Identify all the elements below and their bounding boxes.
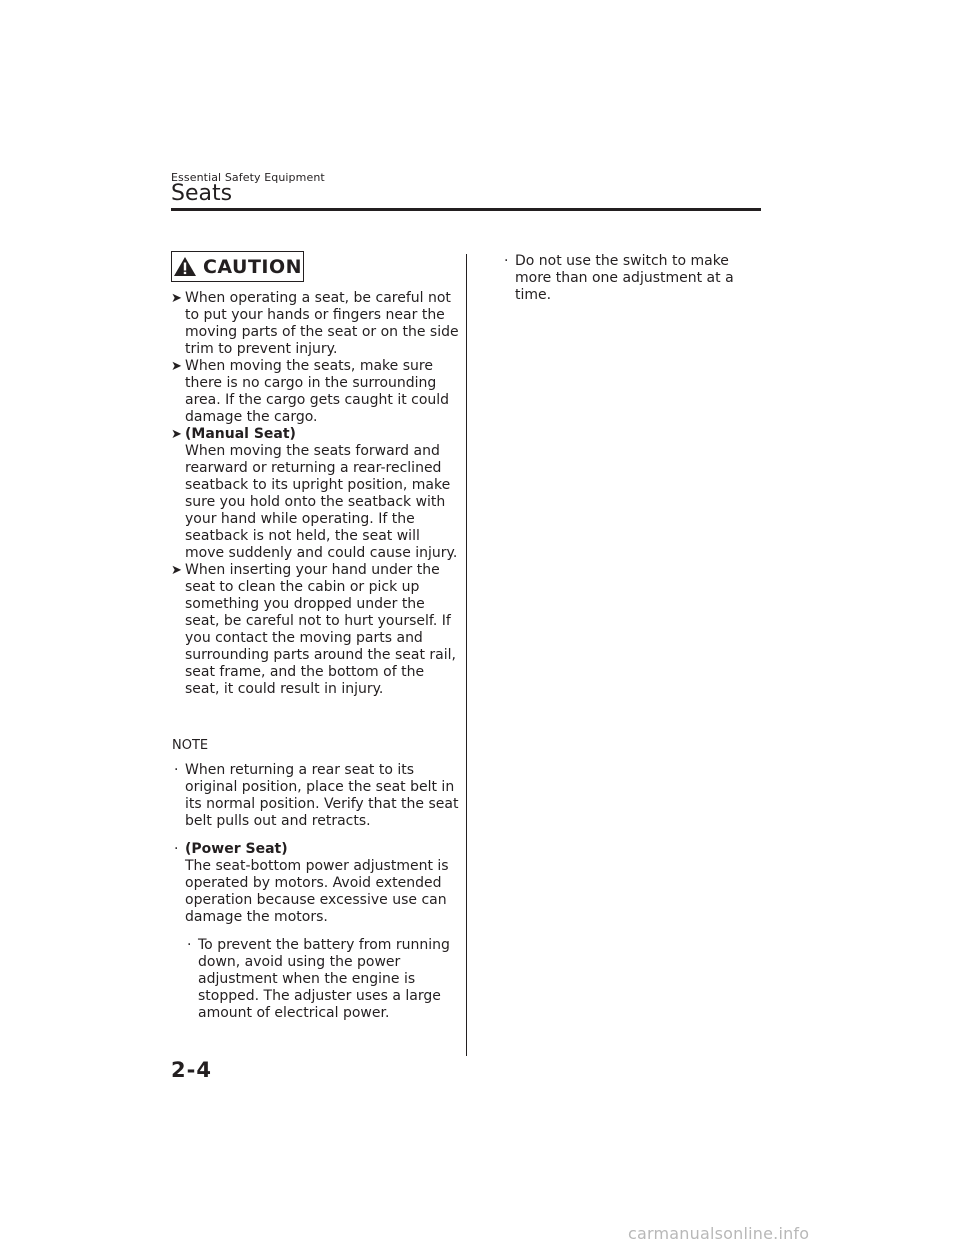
watermark: carmanualsonline.info — [628, 1224, 810, 1243]
section-label: Essential Safety Equipment — [171, 171, 325, 184]
arrow-bullet-icon: ➤ — [171, 359, 182, 374]
note-item-text: The seat-bottom power adjustment is operated by motors. Avoid extended operation because excessive use can damage the motors. — [185, 858, 449, 925]
note-sub-item — [185, 937, 462, 1022]
caution-box — [171, 251, 304, 282]
arrow-bullet-icon: ➤ — [171, 563, 182, 578]
note-sub-list — [185, 937, 462, 1022]
note-sub-item-text: Do not use the switch to make more than one adjustment at a time. — [515, 253, 734, 303]
caution-item-text: When inserting your hand under the seat to clean the cabin or pick up something you dropped under the seat, be careful not to hurt yourself. If you contact the moving parts and surrounding parts around the seat rail, seat frame, and the bottom of the seat, it could result in injury. — [185, 562, 456, 697]
caution-item-text: When operating a seat, be careful not to put your hands or fingers near the moving parts of the seat or on the side trim to prevent injury. — [185, 290, 459, 357]
caution-item-text: When moving the seats, make sure there is no cargo in the surrounding area. If the cargo gets caught it could damage the cargo. — [185, 358, 450, 425]
caution-title: CAUTION — [202, 255, 303, 278]
caution-item — [171, 562, 461, 698]
page-title: Seats — [171, 181, 233, 206]
arrow-bullet-icon: ➤ — [171, 291, 182, 306]
bullet-dot-icon: · — [174, 762, 179, 778]
bullet-dot-icon: · — [174, 841, 179, 857]
caution-item — [171, 290, 461, 358]
note-item — [172, 762, 462, 830]
arrow-bullet-icon: ➤ — [171, 427, 182, 442]
note-item-heading: (Power Seat) — [185, 841, 288, 857]
note-heading: NOTE — [172, 738, 209, 753]
caution-list — [171, 290, 461, 698]
page-number: 2-4 — [171, 1058, 212, 1082]
caution-item — [171, 358, 461, 426]
warning-triangle-icon — [173, 256, 197, 277]
note-sub-item — [502, 253, 752, 304]
caution-item — [171, 426, 461, 562]
note-item-text: When returning a rear seat to its original position, place the seat belt in its normal position. Verify that the seat belt pulls out and retracts. — [185, 762, 459, 829]
column-divider — [466, 254, 467, 1056]
header-rule — [171, 208, 761, 211]
caution-item-heading: (Manual Seat) — [185, 426, 296, 442]
note-item — [172, 841, 462, 1022]
note-list — [172, 762, 462, 1033]
caution-item-text: When moving the seats forward and rearward or returning a rear-reclined seatback to its upright position, make sure you hold onto the seatback with your hand while operating. If the seatback is not held, the seat will move suddenly and could cause injury. — [185, 443, 458, 561]
note-sub-item-text: To prevent the battery from running down, avoid using the power adjustment when the engine is stopped. The adjuster uses a large amount of electrical power. — [198, 937, 450, 1021]
note-sub-list-continued — [502, 253, 752, 304]
bullet-dot-icon: · — [504, 253, 509, 269]
bullet-dot-icon: · — [187, 937, 192, 953]
